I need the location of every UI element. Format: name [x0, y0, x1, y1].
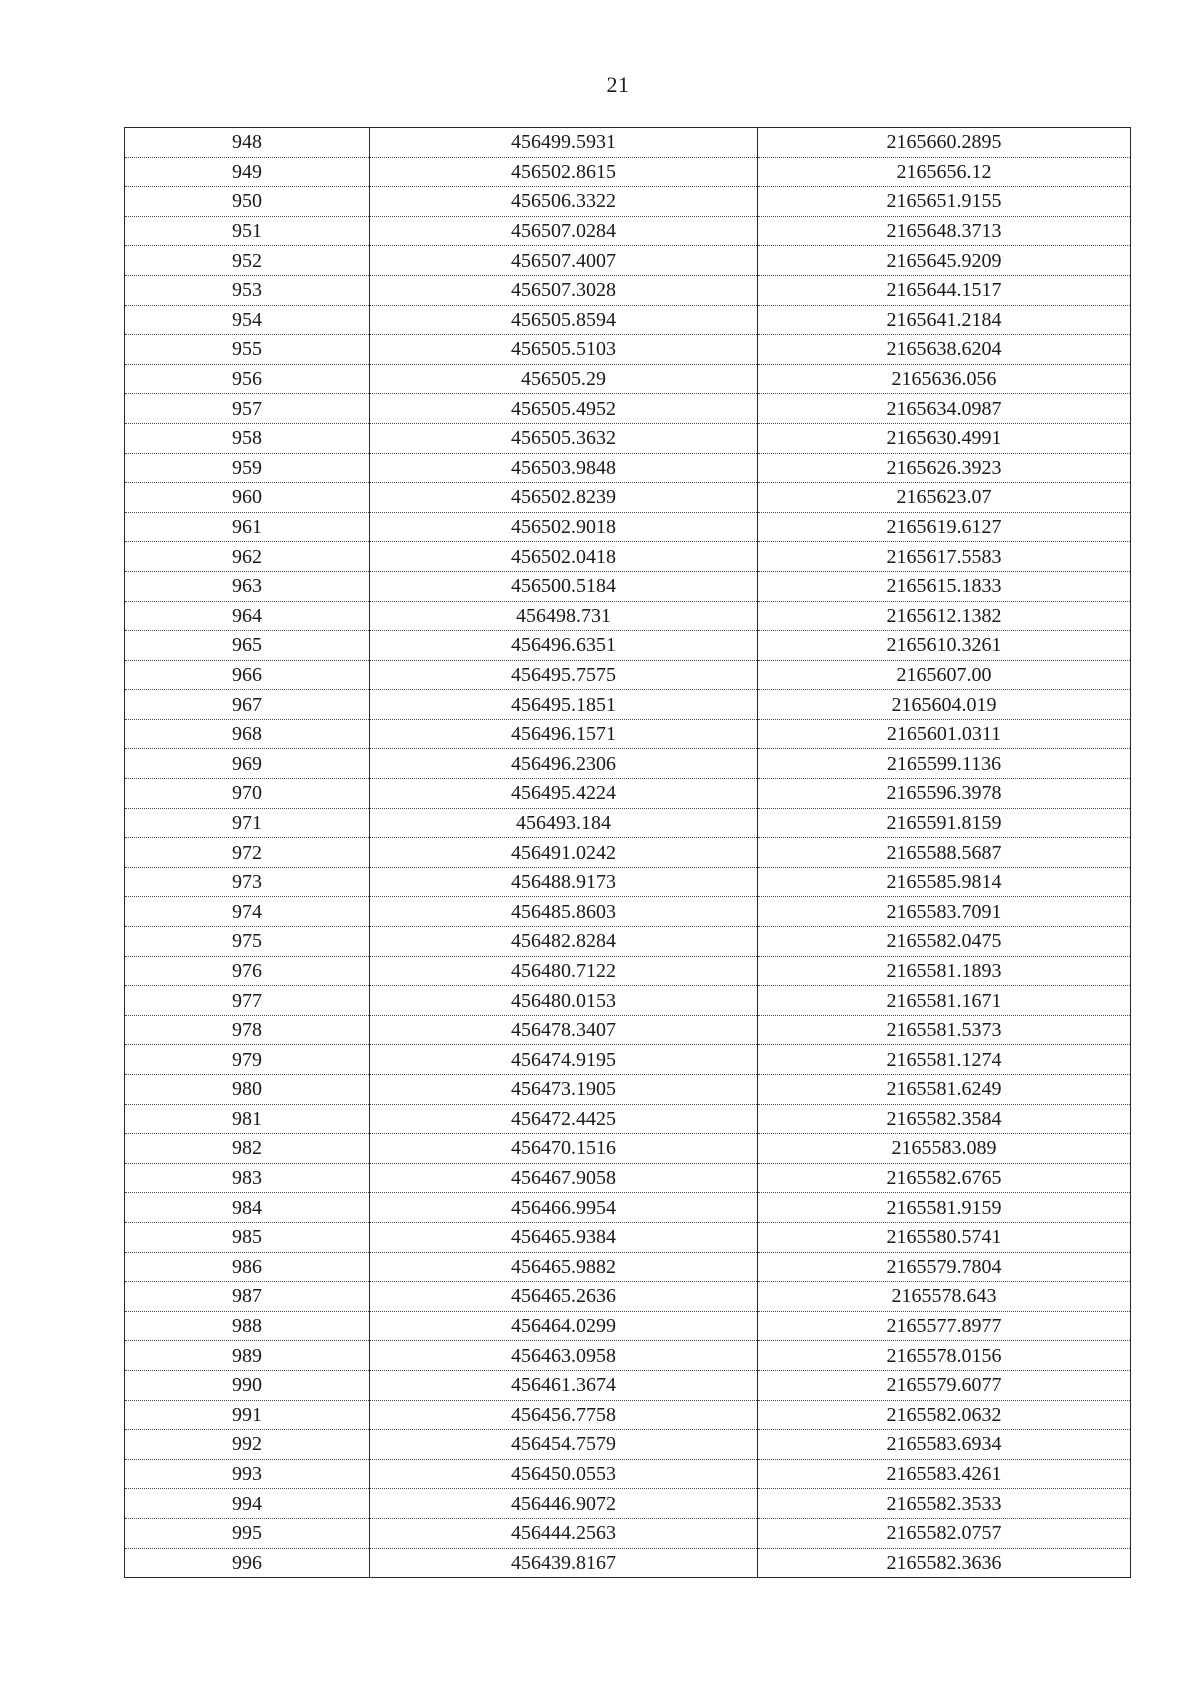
point-number-cell: 993 — [125, 1459, 370, 1489]
y-coordinate-cell: 2165630.4991 — [758, 423, 1131, 453]
y-coordinate-cell: 2165638.6204 — [758, 335, 1131, 365]
table-row — [125, 808, 1131, 838]
table-row — [125, 364, 1131, 394]
table-row — [125, 542, 1131, 572]
y-coordinate-cell: 2165581.1671 — [758, 986, 1131, 1016]
table-row — [125, 867, 1131, 897]
x-coordinate-cell: 456461.3674 — [370, 1370, 758, 1400]
point-number-cell: 989 — [125, 1341, 370, 1371]
table-row — [125, 1459, 1131, 1489]
point-number-cell: 962 — [125, 542, 370, 572]
y-coordinate-cell: 2165583.4261 — [758, 1459, 1131, 1489]
y-coordinate-cell: 2165660.2895 — [758, 128, 1131, 158]
x-coordinate-cell: 456495.7575 — [370, 660, 758, 690]
point-number-cell: 964 — [125, 601, 370, 631]
y-coordinate-cell: 2165615.1833 — [758, 571, 1131, 601]
point-number-cell: 968 — [125, 719, 370, 749]
point-number-cell: 978 — [125, 1015, 370, 1045]
table-row — [125, 1104, 1131, 1134]
point-number-cell: 995 — [125, 1518, 370, 1548]
table-row — [125, 571, 1131, 601]
x-coordinate-cell: 456502.0418 — [370, 542, 758, 572]
y-coordinate-cell: 2165582.0632 — [758, 1400, 1131, 1430]
y-coordinate-cell: 2165581.5373 — [758, 1015, 1131, 1045]
y-coordinate-cell: 2165617.5583 — [758, 542, 1131, 572]
point-number-cell: 952 — [125, 246, 370, 276]
table-row — [125, 1075, 1131, 1105]
point-number-cell: 981 — [125, 1104, 370, 1134]
table-row — [125, 512, 1131, 542]
y-coordinate-cell: 2165583.6934 — [758, 1430, 1131, 1460]
table-row — [125, 335, 1131, 365]
x-coordinate-cell: 456491.0242 — [370, 838, 758, 868]
x-coordinate-cell: 456496.1571 — [370, 719, 758, 749]
y-coordinate-cell: 2165583.7091 — [758, 897, 1131, 927]
x-coordinate-cell: 456502.8239 — [370, 483, 758, 513]
point-number-cell: 980 — [125, 1075, 370, 1105]
y-coordinate-cell: 2165601.0311 — [758, 719, 1131, 749]
point-number-cell: 992 — [125, 1430, 370, 1460]
x-coordinate-cell: 456463.0958 — [370, 1341, 758, 1371]
y-coordinate-cell: 2165581.1893 — [758, 956, 1131, 986]
page-number: 21 — [606, 72, 630, 97]
y-coordinate-cell: 2165588.5687 — [758, 838, 1131, 868]
x-coordinate-cell: 456480.0153 — [370, 986, 758, 1016]
point-number-cell: 994 — [125, 1489, 370, 1519]
point-number-cell: 987 — [125, 1282, 370, 1312]
point-number-cell: 959 — [125, 453, 370, 483]
x-coordinate-cell: 456456.7758 — [370, 1400, 758, 1430]
x-coordinate-cell: 456467.9058 — [370, 1163, 758, 1193]
point-number-cell: 982 — [125, 1134, 370, 1164]
y-coordinate-cell: 2165581.9159 — [758, 1193, 1131, 1223]
point-number-cell: 957 — [125, 394, 370, 424]
table-row — [125, 1222, 1131, 1252]
table-row — [125, 1518, 1131, 1548]
point-number-cell: 976 — [125, 956, 370, 986]
table-row — [125, 1045, 1131, 1075]
table-row — [125, 1252, 1131, 1282]
y-coordinate-cell: 2165612.1382 — [758, 601, 1131, 631]
x-coordinate-cell: 456465.2636 — [370, 1282, 758, 1312]
table-row — [125, 690, 1131, 720]
y-coordinate-cell: 2165582.6765 — [758, 1163, 1131, 1193]
point-number-cell: 991 — [125, 1400, 370, 1430]
x-coordinate-cell: 456506.3322 — [370, 187, 758, 217]
y-coordinate-cell: 2165579.7804 — [758, 1252, 1131, 1282]
point-number-cell: 971 — [125, 808, 370, 838]
point-number-cell: 975 — [125, 927, 370, 957]
x-coordinate-cell: 456466.9954 — [370, 1193, 758, 1223]
table-row — [125, 660, 1131, 690]
x-coordinate-cell: 456450.0553 — [370, 1459, 758, 1489]
y-coordinate-cell: 2165623.07 — [758, 483, 1131, 513]
point-number-cell: 986 — [125, 1252, 370, 1282]
point-number-cell: 951 — [125, 216, 370, 246]
y-coordinate-cell: 2165641.2184 — [758, 305, 1131, 335]
y-coordinate-cell: 2165626.3923 — [758, 453, 1131, 483]
x-coordinate-cell: 456470.1516 — [370, 1134, 758, 1164]
y-coordinate-cell: 2165645.9209 — [758, 246, 1131, 276]
table-row — [125, 838, 1131, 868]
point-number-cell: 958 — [125, 423, 370, 453]
point-number-cell: 969 — [125, 749, 370, 779]
y-coordinate-cell: 2165579.6077 — [758, 1370, 1131, 1400]
y-coordinate-cell: 2165596.3978 — [758, 779, 1131, 809]
point-number-cell: 996 — [125, 1548, 370, 1578]
point-number-cell: 967 — [125, 690, 370, 720]
table-row — [125, 305, 1131, 335]
y-coordinate-cell: 2165577.8977 — [758, 1311, 1131, 1341]
table-row — [125, 719, 1131, 749]
y-coordinate-cell: 2165644.1517 — [758, 275, 1131, 305]
x-coordinate-cell: 456505.5103 — [370, 335, 758, 365]
x-coordinate-cell: 456502.8615 — [370, 157, 758, 187]
table-row — [125, 1341, 1131, 1371]
x-coordinate-cell: 456507.0284 — [370, 216, 758, 246]
table-row — [125, 1163, 1131, 1193]
x-coordinate-cell: 456474.9195 — [370, 1045, 758, 1075]
y-coordinate-cell: 2165591.8159 — [758, 808, 1131, 838]
point-number-cell: 960 — [125, 483, 370, 513]
table-row — [125, 394, 1131, 424]
table-row — [125, 1015, 1131, 1045]
y-coordinate-cell: 2165619.6127 — [758, 512, 1131, 542]
x-coordinate-cell: 456505.4952 — [370, 394, 758, 424]
table-row — [125, 956, 1131, 986]
table-row — [125, 631, 1131, 661]
x-coordinate-cell: 456503.9848 — [370, 453, 758, 483]
y-coordinate-cell: 2165582.3636 — [758, 1548, 1131, 1578]
table-row — [125, 986, 1131, 1016]
x-coordinate-cell: 456444.2563 — [370, 1518, 758, 1548]
x-coordinate-cell: 456507.3028 — [370, 275, 758, 305]
table-row — [125, 1400, 1131, 1430]
point-number-cell: 950 — [125, 187, 370, 217]
table-row — [125, 246, 1131, 276]
table-row — [125, 1489, 1131, 1519]
table-row — [125, 1430, 1131, 1460]
x-coordinate-cell: 456498.731 — [370, 601, 758, 631]
y-coordinate-cell: 2165582.0757 — [758, 1518, 1131, 1548]
y-coordinate-cell: 2165651.9155 — [758, 187, 1131, 217]
y-coordinate-cell: 2165636.056 — [758, 364, 1131, 394]
x-coordinate-cell: 456446.9072 — [370, 1489, 758, 1519]
x-coordinate-cell: 456500.5184 — [370, 571, 758, 601]
x-coordinate-cell: 456495.4224 — [370, 779, 758, 809]
point-number-cell: 961 — [125, 512, 370, 542]
y-coordinate-cell: 2165599.1136 — [758, 749, 1131, 779]
table-row — [125, 275, 1131, 305]
table-row — [125, 1311, 1131, 1341]
x-coordinate-cell: 456496.2306 — [370, 749, 758, 779]
x-coordinate-cell: 456473.1905 — [370, 1075, 758, 1105]
x-coordinate-cell: 456478.3407 — [370, 1015, 758, 1045]
x-coordinate-cell: 456493.184 — [370, 808, 758, 838]
x-coordinate-cell: 456505.29 — [370, 364, 758, 394]
table-row — [125, 601, 1131, 631]
table-row — [125, 927, 1131, 957]
y-coordinate-cell: 2165583.089 — [758, 1134, 1131, 1164]
coordinates-table — [124, 127, 1131, 1578]
table-row — [125, 749, 1131, 779]
table-row — [125, 453, 1131, 483]
point-number-cell: 955 — [125, 335, 370, 365]
point-number-cell: 990 — [125, 1370, 370, 1400]
point-number-cell: 979 — [125, 1045, 370, 1075]
y-coordinate-cell: 2165607.00 — [758, 660, 1131, 690]
point-number-cell: 988 — [125, 1311, 370, 1341]
x-coordinate-cell: 456485.8603 — [370, 897, 758, 927]
point-number-cell: 983 — [125, 1163, 370, 1193]
x-coordinate-cell: 456480.7122 — [370, 956, 758, 986]
table-row — [125, 1282, 1131, 1312]
table-row — [125, 897, 1131, 927]
table-row — [125, 779, 1131, 809]
point-number-cell: 949 — [125, 157, 370, 187]
y-coordinate-cell: 2165581.6249 — [758, 1075, 1131, 1105]
y-coordinate-cell: 2165582.0475 — [758, 927, 1131, 957]
y-coordinate-cell: 2165610.3261 — [758, 631, 1131, 661]
point-number-cell: 973 — [125, 867, 370, 897]
point-number-cell: 966 — [125, 660, 370, 690]
y-coordinate-cell: 2165604.019 — [758, 690, 1131, 720]
x-coordinate-cell: 456502.9018 — [370, 512, 758, 542]
y-coordinate-cell: 2165582.3584 — [758, 1104, 1131, 1134]
table-row — [125, 1370, 1131, 1400]
y-coordinate-cell: 2165581.1274 — [758, 1045, 1131, 1075]
point-number-cell: 970 — [125, 779, 370, 809]
table-row — [125, 128, 1131, 158]
y-coordinate-cell: 2165656.12 — [758, 157, 1131, 187]
coordinates-table-body — [125, 128, 1131, 1578]
x-coordinate-cell: 456439.8167 — [370, 1548, 758, 1578]
x-coordinate-cell: 456465.9384 — [370, 1222, 758, 1252]
point-number-cell: 948 — [125, 128, 370, 158]
x-coordinate-cell: 456505.8594 — [370, 305, 758, 335]
table-row — [125, 483, 1131, 513]
x-coordinate-cell: 456496.6351 — [370, 631, 758, 661]
x-coordinate-cell: 456505.3632 — [370, 423, 758, 453]
point-number-cell: 953 — [125, 275, 370, 305]
point-number-cell: 977 — [125, 986, 370, 1016]
table-row — [125, 1548, 1131, 1578]
point-number-cell: 963 — [125, 571, 370, 601]
point-number-cell: 985 — [125, 1222, 370, 1252]
table-row — [125, 1134, 1131, 1164]
table-row — [125, 216, 1131, 246]
point-number-cell: 965 — [125, 631, 370, 661]
point-number-cell: 984 — [125, 1193, 370, 1223]
x-coordinate-cell: 456464.0299 — [370, 1311, 758, 1341]
point-number-cell: 956 — [125, 364, 370, 394]
x-coordinate-cell: 456472.4425 — [370, 1104, 758, 1134]
y-coordinate-cell: 2165580.5741 — [758, 1222, 1131, 1252]
y-coordinate-cell: 2165585.9814 — [758, 867, 1131, 897]
x-coordinate-cell: 456488.9173 — [370, 867, 758, 897]
point-number-cell: 972 — [125, 838, 370, 868]
y-coordinate-cell: 2165648.3713 — [758, 216, 1131, 246]
y-coordinate-cell: 2165582.3533 — [758, 1489, 1131, 1519]
y-coordinate-cell: 2165578.0156 — [758, 1341, 1131, 1371]
table-row — [125, 1193, 1131, 1223]
point-number-cell: 974 — [125, 897, 370, 927]
x-coordinate-cell: 456499.5931 — [370, 128, 758, 158]
x-coordinate-cell: 456495.1851 — [370, 690, 758, 720]
table-row — [125, 157, 1131, 187]
table-row — [125, 187, 1131, 217]
table-row — [125, 423, 1131, 453]
x-coordinate-cell: 456465.9882 — [370, 1252, 758, 1282]
y-coordinate-cell: 2165578.643 — [758, 1282, 1131, 1312]
x-coordinate-cell: 456507.4007 — [370, 246, 758, 276]
point-number-cell: 954 — [125, 305, 370, 335]
x-coordinate-cell: 456482.8284 — [370, 927, 758, 957]
x-coordinate-cell: 456454.7579 — [370, 1430, 758, 1460]
y-coordinate-cell: 2165634.0987 — [758, 394, 1131, 424]
